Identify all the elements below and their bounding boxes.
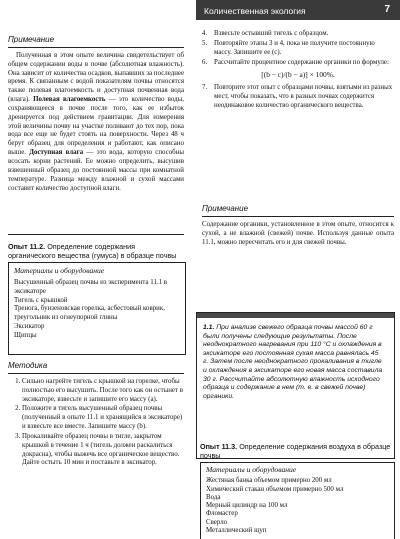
step-number: 7. — [202, 84, 208, 92]
method-step — [202, 40, 394, 58]
step-text: Рассчитайте процентное содержание органики по формуле: — [214, 58, 389, 66]
step-text: Повторите этот опыт с образцами почвы, взятыми из разных мест, чтобы показать, что в разных почвах содержится неодинаковое количество органического вещества. — [214, 84, 393, 109]
method-step — [202, 84, 394, 111]
material-item: Мерный цилиндр на 100 мл — [206, 502, 288, 510]
step-number: 5. — [202, 39, 208, 47]
note-text-1: Полученная в этом опыте величина свидетельствует об общем содержании воды в почве (абсолютная влажность). Она зависит от количества осадков, выпавших за последнее время. К связанным с водой показателям почвы относятся также полевая влагоемкость и доступная почвенная вода (влага). — [8, 51, 185, 104]
method-step: 1. Сильно нагрейте тигель с крышкой на горелке, чтобы полностью его высушить. После того как он остынет в эксикаторе, взвесьте и запишите его массу (a). — [22, 378, 184, 405]
method-right — [202, 30, 394, 111]
material-item: Сверло — [206, 518, 228, 526]
right-note-text: Содержание органики, установленное в этом опыте, относится к сухой, а не влажной (свежей) почве. Используя данные опыта 11.1, можно пересчитать его и для свежей почвы. — [202, 220, 394, 246]
page-number: 7 — [384, 4, 390, 15]
material-item: Жестяная банка объемом примерно 200 мл — [206, 477, 332, 485]
exp-11-3-heading — [200, 442, 394, 460]
materials-title-left: Материалы и оборудование — [14, 266, 105, 275]
question-text-block — [203, 324, 385, 401]
note-text-2: — это количество воды, сохраняющееся в почве после того, как ее избыток дренируется под действием гравитации. Для измерения этой величины почву на участке поливают до тех пор, пока вода все еще не будет стоять на поверхности. Через 48 ч берут образец для определения и работают, как описано выше. — [8, 96, 184, 157]
material-item: Щипцы — [14, 331, 37, 339]
material-item: Вода — [206, 493, 221, 501]
page-header — [196, 0, 400, 20]
materials-box-right — [200, 462, 395, 539]
materials-title-right: Материалы и оборудование — [206, 465, 297, 474]
term-available-water: Доступная влага — [29, 149, 84, 157]
step-number: 6. — [202, 58, 208, 66]
method-step: 3. Прокаливайте образец почвы в тигле, закрытом крышкой в течение 1 ч (тигель должен раскалиться докрасна), чтобы выжечь все органическое вещество. Дайте остыть 10 мин и поставьте в эксикатор. — [22, 433, 184, 468]
step-number: 4. — [202, 30, 208, 37]
exp-11-2-label: Опыт 11.2. — [8, 242, 46, 251]
step-text: Взвесьте остывший тигель с образцом. — [214, 30, 329, 37]
right-note — [202, 205, 394, 247]
right-note-title: Примечание — [202, 205, 394, 217]
material-item: Тренога, бунзеновская горелка, асбестовый коврик, треугольник из огнеупорной глины — [14, 305, 165, 322]
organic-formula: [(b − c)/(b − a)] × 100%. — [261, 70, 335, 80]
material-item: Тигель с крышкой — [14, 296, 68, 304]
left-note-title: Примечание — [8, 36, 184, 48]
question-text: При анализе свежего образца почвы массой 60 г были получены следующие результаты. После неоднократного нагревания при 110 °С и охлаждения в эксикаторе его постоянная сухая масса равнялась 45 г. Затем после неоднократного прокаливания в тигле и охлаждения в эксикаторе его новая масса составила 30 г. Рассчитайте абсолютную влажность исходного образца и содержание в нем (т. е. в свежей почве) органики. — [203, 324, 383, 400]
running-title: Количественная экология — [204, 6, 306, 16]
question-label: 1.1. — [203, 324, 215, 331]
exp-11-3-title: Определение содержания воздуха в образце почвы — [200, 442, 391, 460]
step-text: Повторяйте этапы 3 и 4, пока не получите постоянную массу. Запишите ее (c). — [214, 39, 375, 56]
materials-box-left — [8, 262, 186, 355]
material-item: Фломастер — [206, 510, 238, 518]
material-item: Химический стакан объемом примерно 500 мл — [206, 485, 344, 493]
method-title: Методика — [8, 362, 184, 374]
method-left — [8, 362, 184, 469]
material-item: Металлический щуп — [206, 527, 267, 535]
question-box — [196, 312, 395, 459]
exp-11-2-title: Определение содержания органического вещества (гумуса) в образце почвы — [8, 242, 177, 260]
method-step — [202, 30, 394, 39]
exp-11-3-label: Опыт 11.3. — [200, 442, 238, 451]
left-note — [8, 36, 184, 193]
exp-11-2-heading — [8, 242, 184, 260]
material-item: Высушенный образец почвы из эксперимента 11.1 в эксикаторе — [14, 278, 168, 295]
method-step: 2. Положите в тигель высушенный образец почвы (полученный в опыте 11.1 и хранящийся в эксикаторе) и взвесьте все вместе. Запишите массу (b). — [22, 405, 184, 432]
note-paragraph — [8, 52, 184, 194]
note-text-3: — это вода, которую способны всосать корни растений. Ее можно определить, высушив взвешенный образец до постоянной массы при комнатной температуре. Разница между влажной и сухой массами составит количество доступной влаги. — [8, 149, 184, 192]
question-box-bar — [197, 313, 394, 318]
left-divider — [8, 234, 184, 235]
material-item: Эксикатор — [14, 323, 45, 331]
term-field-capacity: Полевая влагоемкость — [33, 96, 106, 104]
method-step — [202, 59, 394, 68]
